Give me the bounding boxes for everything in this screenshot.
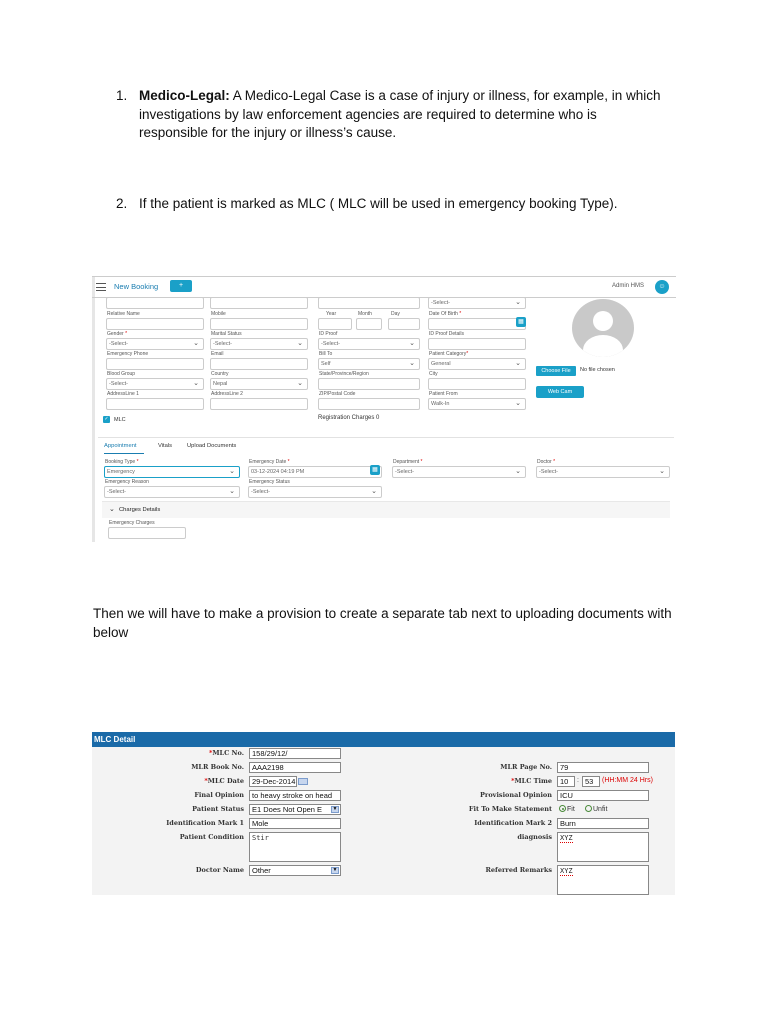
menu-icon[interactable] — [96, 283, 106, 291]
unfit-radio[interactable]: Unfit — [585, 805, 607, 813]
fit-statement-label: Fit To Make Statement — [468, 805, 552, 813]
patient-status-label: Patient Status — [192, 805, 244, 813]
list-text: If the patient is marked as MLC ( MLC will be used in emergency booking Type). — [139, 196, 618, 211]
charges-details-section[interactable] — [102, 501, 670, 518]
definition-text: A Medico-Legal Case is a case of injury or illness, for example, in which investigations by law enforcement agencies are required to determine who is responsible for the injury or illness’s cause. — [139, 88, 661, 140]
mlc-time-hh[interactable]: 10 — [557, 776, 575, 787]
mlc-detail-title: MLC Detail — [92, 732, 675, 747]
patient-condition-label: Patient Condition — [179, 833, 244, 841]
mlc-date-label: *MLC Date — [204, 777, 244, 785]
doctor-name-label: Doctor Name — [195, 866, 244, 874]
mlc-date-input[interactable]: 29-Dec-2014 — [249, 776, 297, 787]
new-booking-screenshot: New Booking + Admin HMS ☺ -Select- ⌄ Relative Name Mobile Year Month Day Date Of Birth * ▦ Gender * -Select- ⌄ Marital Status -Select- ⌄ ID Proof -Select- ⌄ ID Proof Details Emergency Phone Email Bill To Self ⌄ Patient Category* General ⌄ Blood Group -Select- ⌄ Country Nepal ⌄ State/Province/Region City Choose File No file chosen Web Cam AddressLine 1 AddressLine 2 ZIP/Postal Code Patient From Walk-In ⌄ ✓ MLC Registration Charges 0 Appointment Vitals Upload Documents Booking Type * Emergency ⌄ Emergency Date * 03-12-2024 04:19 PM ▦ Department * -Select- ⌄ Doctor * -Select- ⌄ Emergency Reason -Select- ⌄ Emergency Status -Select- ⌄ ⌄ Charges Details Emergency Charges — [92, 276, 676, 542]
choose-file-button[interactable]: Choose File — [536, 366, 576, 376]
mlc-no-label: *MLC No. — [208, 749, 244, 757]
final-opinion-label: Final Opinion — [194, 791, 244, 799]
list-text — [139, 87, 669, 143]
web-cam-button[interactable]: Web Cam — [536, 386, 584, 398]
ident1-input[interactable]: Mole — [249, 818, 341, 829]
calendar-icon[interactable] — [298, 778, 308, 785]
tab-upload-documents[interactable]: Upload Documents — [187, 443, 237, 449]
dropdown-arrow-icon: ▼ — [332, 806, 338, 812]
radio-selected-icon — [559, 805, 566, 812]
ident2-input[interactable]: Burn — [557, 818, 649, 829]
radio-empty-icon — [585, 805, 592, 812]
doctor-name-select[interactable]: Other ▼ — [249, 865, 341, 876]
fit-radio[interactable]: Fit — [559, 805, 575, 813]
mlr-page-label: MLR Page No. — [500, 763, 552, 771]
ident1-label: Identification Mark 1 — [166, 819, 244, 827]
mlc-no-input[interactable]: 158/29/12/ — [249, 748, 341, 759]
calendar-icon[interactable]: ▦ — [516, 317, 526, 327]
body-paragraph: Then we will have to make a provision to create a separate tab next to uploading documents with below — [93, 606, 672, 640]
referred-remarks-label: Referred Remarks — [485, 866, 552, 874]
provisional-opinion-label: Provisional Opinion — [480, 791, 552, 799]
user-icon[interactable]: ☺ — [655, 280, 669, 294]
mlc-detail-screenshot — [92, 732, 675, 895]
booking-title: New Booking — [114, 282, 159, 291]
mlr-book-input[interactable]: AAA2198 — [249, 762, 341, 773]
mlr-book-label: MLR Book No. — [191, 763, 244, 771]
mlc-time-mm[interactable]: 53 — [582, 776, 600, 787]
mlc-label: MLC — [114, 417, 126, 423]
mlc-time-label: *MLC Time — [511, 777, 552, 785]
final-opinion-input[interactable]: to heavy stroke on head — [249, 790, 341, 801]
section-divider — [98, 437, 674, 438]
charges-details-label: Charges Details — [119, 507, 161, 513]
registration-charges: Registration Charges 0 — [318, 415, 380, 421]
time-format-hint: (HH:MM 24 Hrs) — [602, 777, 653, 784]
mlc-checkbox[interactable]: ✓ — [104, 416, 109, 422]
user-name: Admin HMS — [612, 283, 645, 289]
left-rail — [92, 277, 95, 542]
referred-remarks-textarea[interactable]: XYZ — [557, 865, 649, 895]
patient-photo-placeholder — [572, 299, 634, 357]
patient-condition-textarea[interactable]: Stir — [249, 832, 341, 862]
diagnosis-textarea[interactable]: XYZ — [557, 832, 649, 862]
dropdown-arrow-icon: ▼ — [332, 867, 338, 873]
tab-vitals[interactable]: Vitals — [158, 443, 173, 449]
time-separator: : — [577, 777, 579, 784]
tab-appointment[interactable]: Appointment — [104, 443, 137, 449]
no-file-text: No file chosen — [580, 367, 615, 373]
term-medico-legal: Medico-Legal: — [139, 88, 230, 103]
ident2-label: Identification Mark 2 — [474, 819, 552, 827]
chevron-down-icon[interactable]: ⌄ — [109, 506, 115, 513]
diagnosis-label: diagnosis — [517, 833, 552, 841]
list-number: 2. — [116, 196, 128, 211]
add-booking-button[interactable]: + — [170, 280, 192, 292]
provisional-opinion-input[interactable]: ICU — [557, 790, 649, 801]
list-number: 1. — [116, 88, 128, 103]
patient-status-select[interactable]: E1 Does Not Open E ▼ — [249, 804, 341, 815]
booking-header — [92, 277, 676, 298]
mlr-page-input[interactable]: 79 — [557, 762, 649, 773]
calendar-icon[interactable]: ▦ — [370, 465, 380, 475]
active-tab-indicator — [104, 453, 144, 454]
